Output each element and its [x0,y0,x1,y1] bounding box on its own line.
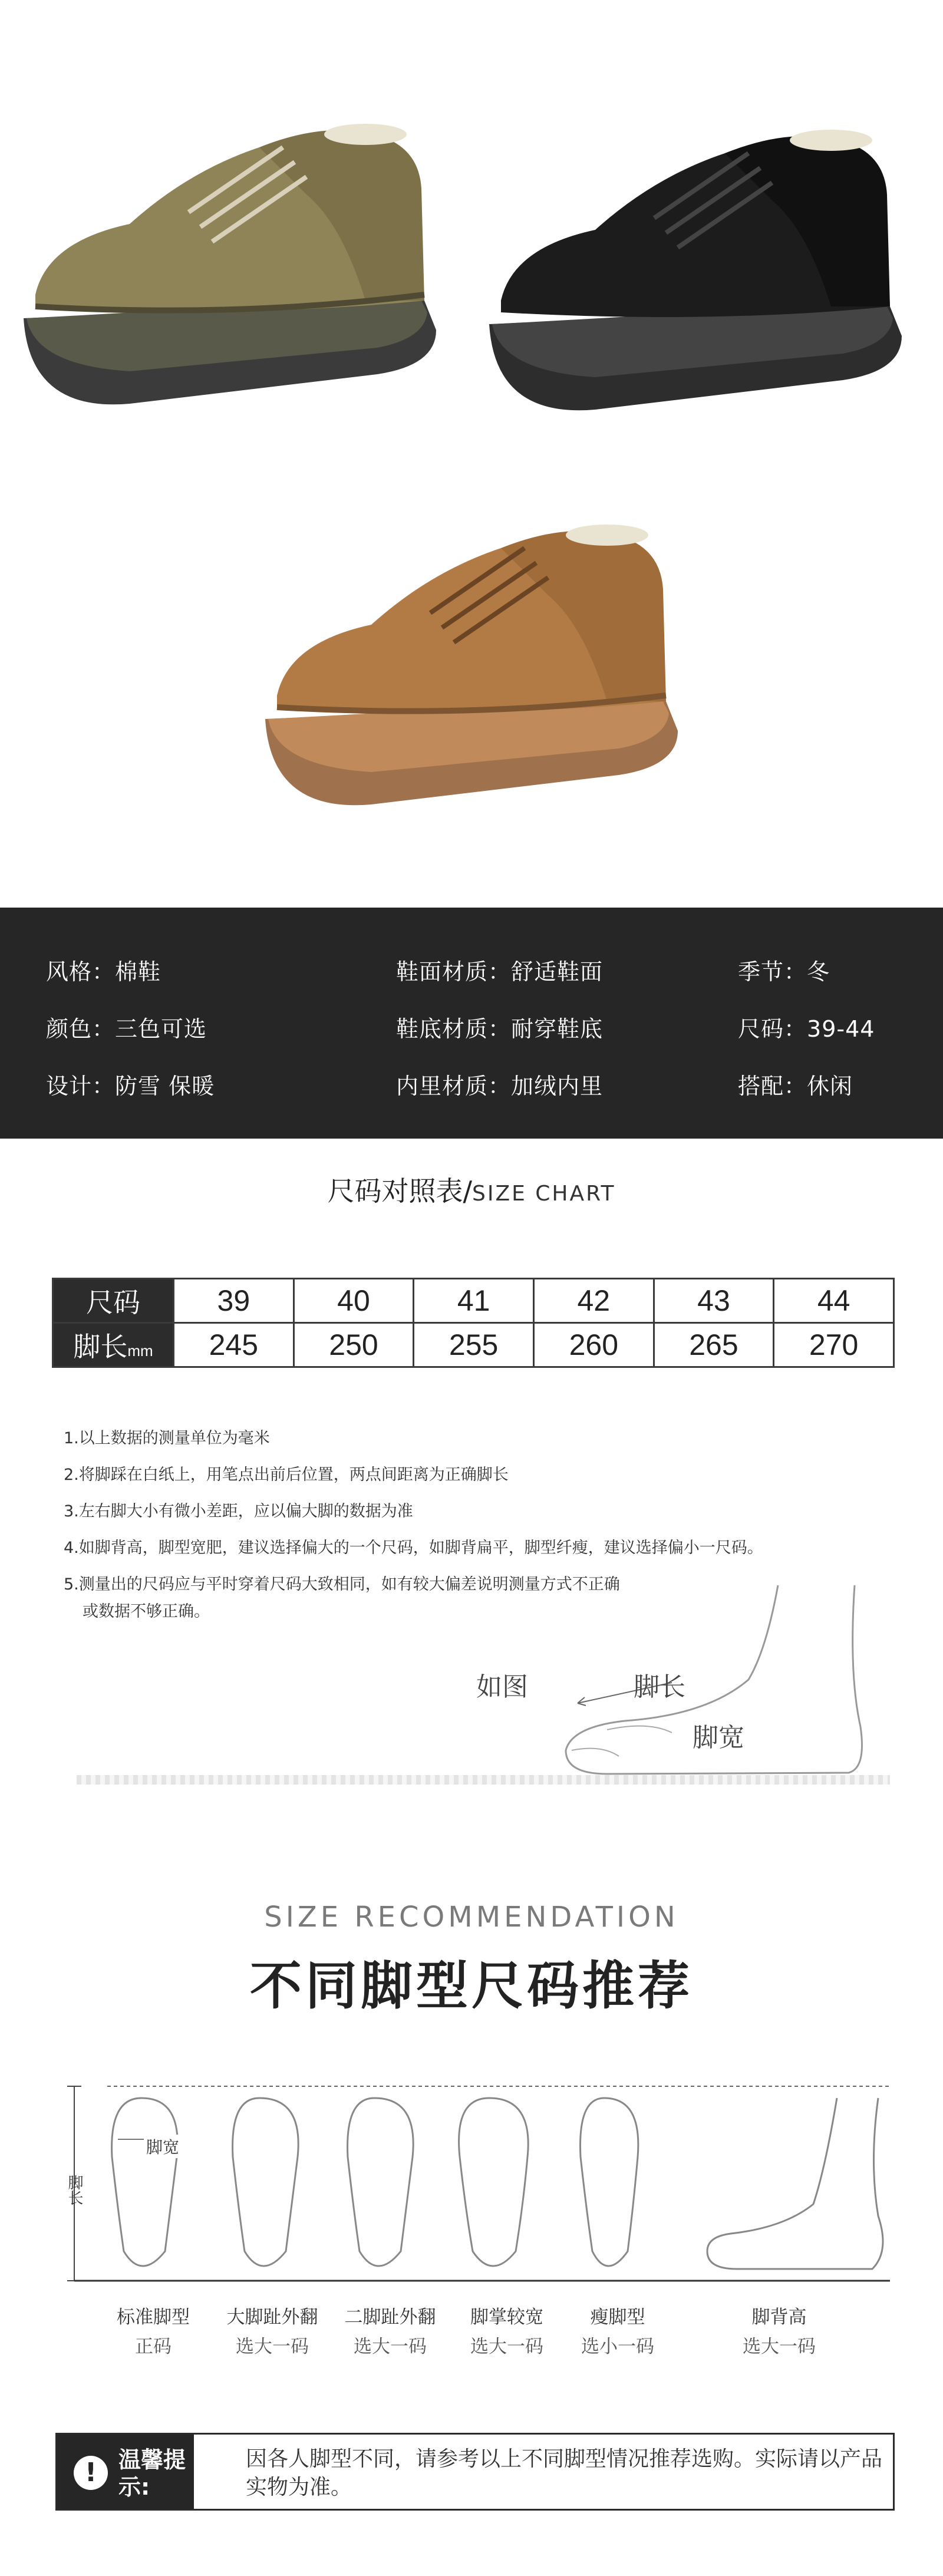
recommendation-title-cn: 不同脚型尺码推荐 [249,1955,693,2016]
tip-box [55,2433,895,2511]
foot-type-name: 二脚趾外翻 [344,2307,436,2328]
foot-type-advice: 选大一码 [236,2336,309,2357]
length-cell: 250 [294,1323,414,1367]
product-images [0,0,943,908]
foot-type-name: 脚掌较宽 [470,2307,543,2328]
foot-types-diagram [53,2074,902,2293]
size-table [52,1278,895,1368]
recommendation-title-en: SIZE RECOMMENDATION [264,1901,679,1934]
spec-design: 设计：防雪 保暖 [46,1073,215,1099]
note-5-cont: 或数据不够正确。 [83,1602,210,1621]
foot-type-advice: 选大一码 [354,2336,427,2357]
spec-sole-material: 鞋底材质：耐穿鞋底 [396,1016,604,1042]
table-row [53,1279,894,1323]
spec-color: 颜色：三色可选 [46,1016,207,1042]
warning-icon: ! [74,2456,108,2490]
width-label: 脚宽 [144,2135,182,2158]
table-row [53,1323,894,1367]
size-chart-title [0,1170,943,1209]
tip-header [57,2435,194,2509]
foot-width-label: 脚宽 [693,1723,744,1753]
spec-matching: 搭配：休闲 [738,1073,853,1099]
foot-length-row-header: 脚长mm [53,1323,174,1367]
foot-measure-diagram [554,1579,908,1792]
note-2: 2.将脚踩在白纸上，用笔点出前后位置，两点间距离为正确脚长 [64,1466,509,1484]
shoe-olive-image [12,106,448,413]
spec-style: 风格：棉鞋 [46,959,161,985]
shoe-brown-image [242,507,701,813]
size-cell: 40 [294,1279,414,1323]
spec-lining-material: 内里材质：加绒内里 [396,1073,604,1099]
foot-type-advice: 选小一码 [581,2336,654,2357]
size-chart-title-en: SIZE CHART [472,1182,616,1206]
axis-label: 脚长 [65,2175,83,2205]
size-cell: 43 [654,1279,774,1323]
note-5: 5.测量出的尺码应与平时穿着尺码大致相同，如有较大偏差说明测量方式不正确 [64,1575,620,1594]
length-cell: 255 [414,1323,534,1367]
foot-example-label: 如图 [476,1672,528,1702]
size-cell: 42 [533,1279,654,1323]
length-cell: 270 [774,1323,894,1367]
size-cell: 39 [174,1279,294,1323]
note-3: 3.左右脚大小有微小差距，应以偏大脚的数据为准 [64,1502,413,1520]
foot-type-name: 标准脚型 [117,2307,190,2328]
tip-label: 温馨提示: [118,2447,186,2500]
spec-upper-material: 鞋面材质：舒适鞋面 [396,959,604,985]
size-chart-title-sep: / [463,1175,472,1207]
foot-type-advice: 选大一码 [470,2336,543,2357]
size-cell: 41 [414,1279,534,1323]
foot-type-name: 大脚趾外翻 [226,2307,318,2328]
tip-text: 因各人脚型不同，请参考以上不同脚型情况推荐选购。实际请以产品实物为准。 [246,2447,883,2499]
spec-size: 尺码：39-44 [738,1016,875,1042]
note-1: 1.以上数据的测量单位为毫米 [64,1429,270,1447]
foot-type-advice: 选大一码 [743,2336,816,2357]
length-cell: 265 [654,1323,774,1367]
size-chart-title-cn: 尺码对照表 [327,1175,463,1207]
note-4: 4.如脚背高，脚型宽肥，建议选择偏大的一个尺码，如脚背扁平，脚型纤瘦，建议选择偏小一尺码。 [64,1539,763,1557]
spec-panel [0,908,943,1139]
size-cell: 44 [774,1279,894,1323]
length-cell: 260 [533,1323,654,1367]
foot-length-label: 脚长 [634,1672,685,1702]
floor-divider [77,1775,890,1785]
foot-type-advice: 正码 [135,2336,172,2357]
length-cell: 245 [174,1323,294,1367]
size-row-header: 尺码 [53,1279,174,1323]
foot-type-name: 瘦脚型 [590,2307,645,2328]
foot-type-name: 脚背高 [751,2307,807,2328]
shoe-black-image [477,112,914,418]
spec-season: 季节：冬 [738,959,830,985]
